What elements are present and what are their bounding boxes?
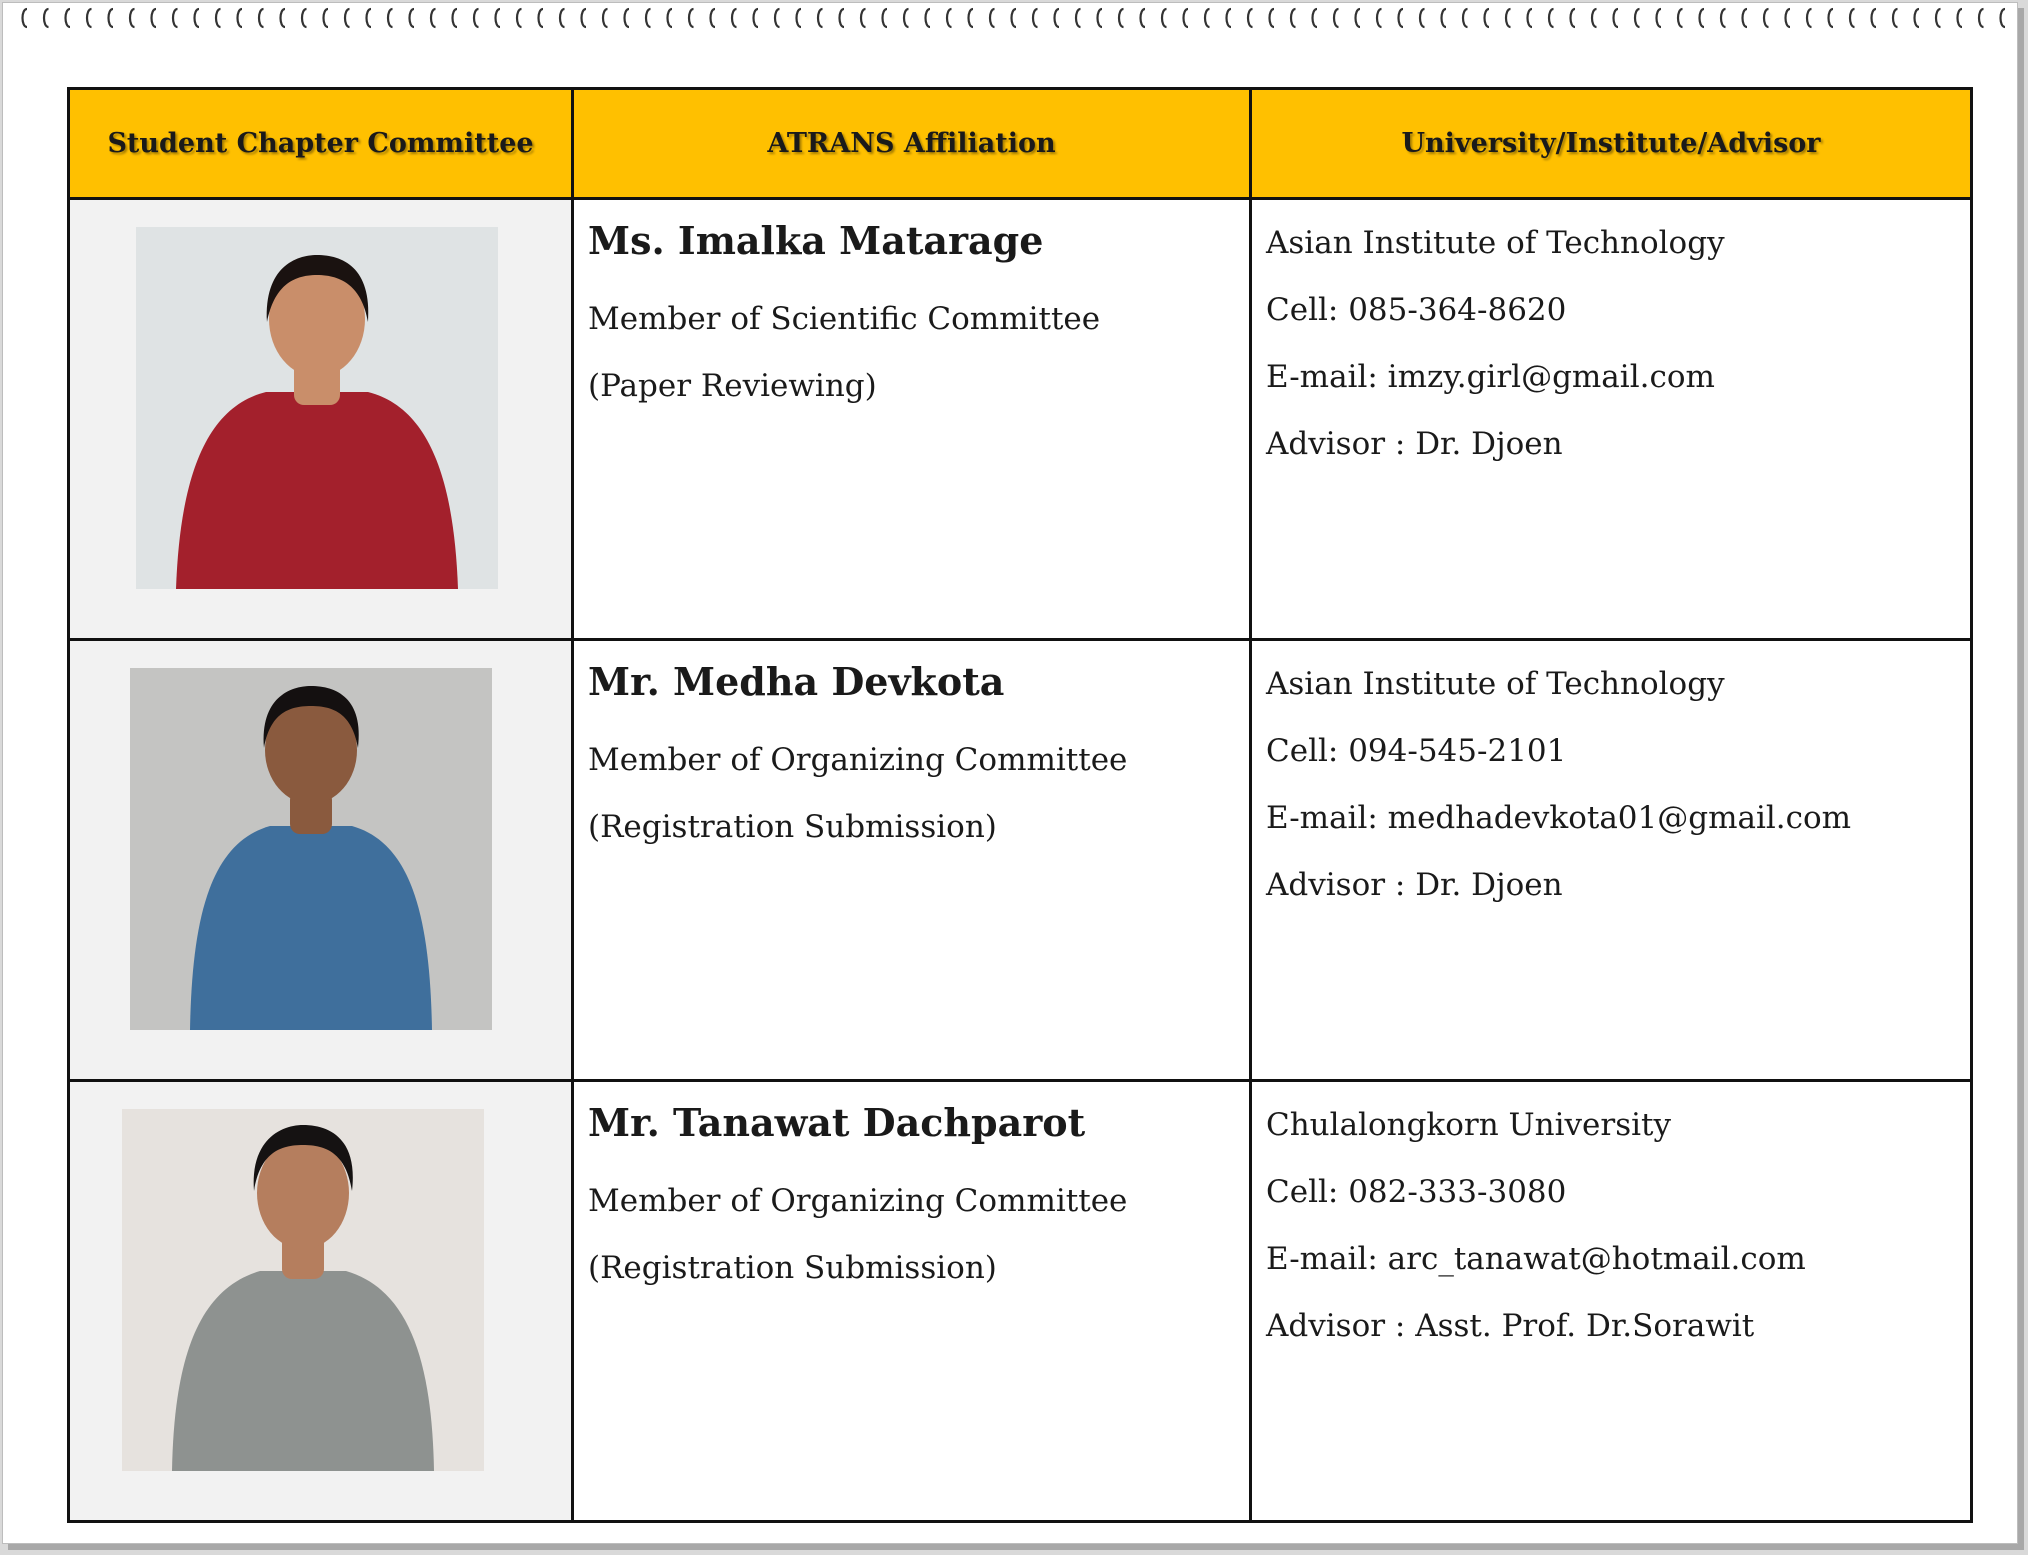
binding-ring <box>1743 9 1748 27</box>
member-institution: Asian Institute of Technology <box>1266 666 1725 702</box>
binding-ring <box>1141 9 1146 27</box>
university-cell <box>1251 1081 1972 1522</box>
binding-ring <box>689 9 694 27</box>
binding-ring <box>883 9 888 27</box>
binding-ring <box>302 9 307 27</box>
binding-ring <box>1420 9 1425 27</box>
binding-ring <box>1076 9 1081 27</box>
member-advisor: Advisor : Dr. Djoen <box>1266 426 1563 462</box>
member-email: E-mail: imzy.girl@gmail.com <box>1266 359 1715 395</box>
binding-ring <box>969 9 974 27</box>
binding-ring <box>560 9 565 27</box>
binding-ring <box>990 9 995 27</box>
binding-ring <box>1334 9 1339 27</box>
binding-ring <box>947 9 952 27</box>
binding-ring <box>109 9 114 27</box>
header-student-chapter-committee: Student Chapter Committee <box>69 89 573 199</box>
binding-ring <box>732 9 737 27</box>
binding-ring <box>1786 9 1791 27</box>
member-role: Member of Organizing Committee <box>588 742 1128 778</box>
binding-ring <box>1721 9 1726 27</box>
binding-ring <box>517 9 522 27</box>
spiral-binding <box>17 3 2007 33</box>
member-institution: Asian Institute of Technology <box>1266 225 1725 261</box>
binding-ring <box>797 9 802 27</box>
binding-ring <box>1033 9 1038 27</box>
affiliation-cell <box>573 199 1251 640</box>
binding-ring <box>861 9 866 27</box>
binding-ring <box>173 9 178 27</box>
binding-ring <box>1463 9 1468 27</box>
binding-ring <box>711 9 716 27</box>
binding-ring <box>625 9 630 27</box>
binding-ring <box>1915 9 1920 27</box>
binding-ring <box>2001 9 2006 27</box>
binding-ring <box>1356 9 1361 27</box>
binding-ring <box>1678 9 1683 27</box>
header-atrans-affiliation: ATRANS Affiliation <box>573 89 1251 199</box>
table-row <box>69 199 1972 640</box>
binding-ring <box>1700 9 1705 27</box>
binding-ring <box>1872 9 1877 27</box>
photo-cell <box>69 640 573 1081</box>
binding-ring <box>281 9 286 27</box>
binding-ring <box>754 9 759 27</box>
binding-ring <box>1614 9 1619 27</box>
binding-ring <box>668 9 673 27</box>
member-email: E-mail: medhadevkota01@gmail.com <box>1266 800 1852 836</box>
member-name: Mr. Medha Devkota <box>588 659 1005 704</box>
binding-ring <box>1248 9 1253 27</box>
binding-ring <box>431 9 436 27</box>
binding-ring <box>259 9 264 27</box>
binding-ring <box>1227 9 1232 27</box>
document-page <box>2 2 2018 1544</box>
binding-ring <box>453 9 458 27</box>
binding-ring <box>388 9 393 27</box>
binding-ring <box>1657 9 1662 27</box>
member-task: (Paper Reviewing) <box>588 368 877 404</box>
binding-ring <box>1571 9 1576 27</box>
member-advisor: Advisor : Dr. Djoen <box>1266 867 1563 903</box>
binding-ring <box>1528 9 1533 27</box>
binding-ring <box>1549 9 1554 27</box>
binding-ring <box>1270 9 1275 27</box>
binding-ring <box>496 9 501 27</box>
binding-ring <box>1936 9 1941 27</box>
member-task: (Registration Submission) <box>588 809 997 845</box>
binding-ring <box>1850 9 1855 27</box>
binding-ring <box>840 9 845 27</box>
binding-ring <box>1635 9 1640 27</box>
binding-ring <box>1184 9 1189 27</box>
binding-ring <box>646 9 651 27</box>
binding-ring <box>1399 9 1404 27</box>
member-email: E-mail: arc_tanawat@hotmail.com <box>1266 1241 1806 1277</box>
binding-ring <box>23 9 28 27</box>
university-cell <box>1251 640 1972 1081</box>
binding-ring <box>87 9 92 27</box>
binding-ring <box>1313 9 1318 27</box>
binding-ring <box>367 9 372 27</box>
binding-ring <box>582 9 587 27</box>
binding-ring <box>1442 9 1447 27</box>
binding-ring <box>216 9 221 27</box>
member-photo <box>122 1109 484 1471</box>
binding-ring <box>1012 9 1017 27</box>
binding-ring <box>324 9 329 27</box>
member-institution: Chulalongkorn University <box>1266 1107 1671 1143</box>
binding-ring <box>1958 9 1963 27</box>
binding-ring <box>1807 9 1812 27</box>
binding-ring <box>1592 9 1597 27</box>
binding-ring <box>410 9 415 27</box>
binding-ring <box>152 9 157 27</box>
affiliation-cell <box>573 640 1251 1081</box>
member-role: Member of Organizing Committee <box>588 1183 1128 1219</box>
binding-ring <box>66 9 71 27</box>
binding-ring <box>1162 9 1167 27</box>
binding-ring <box>1055 9 1060 27</box>
binding-ring <box>345 9 350 27</box>
binding-ring <box>775 9 780 27</box>
member-cell-phone: Cell: 094-545-2101 <box>1266 733 1567 769</box>
binding-ring <box>1205 9 1210 27</box>
binding-ring <box>130 9 135 27</box>
member-role: Member of Scientific Committee <box>588 301 1101 337</box>
member-name: Mr. Tanawat Dachparot <box>588 1100 1086 1145</box>
table-row <box>69 640 1972 1081</box>
member-cell-phone: Cell: 085-364-8620 <box>1266 292 1567 328</box>
binding-ring <box>1098 9 1103 27</box>
binding-ring <box>1291 9 1296 27</box>
binding-ring <box>1764 9 1769 27</box>
photo-cell <box>69 199 573 640</box>
table-header-row <box>69 89 1972 199</box>
binding-ring <box>539 9 544 27</box>
binding-ring <box>238 9 243 27</box>
binding-ring <box>1485 9 1490 27</box>
binding-ring <box>474 9 479 27</box>
binding-ring <box>818 9 823 27</box>
binding-ring <box>603 9 608 27</box>
binding-ring <box>195 9 200 27</box>
university-cell <box>1251 199 1972 640</box>
committee-table <box>67 87 1973 1523</box>
table-row <box>69 1081 1972 1522</box>
binding-ring <box>1979 9 1984 27</box>
binding-ring <box>1829 9 1834 27</box>
binding-ring <box>1893 9 1898 27</box>
binding-ring <box>1506 9 1511 27</box>
binding-ring <box>1377 9 1382 27</box>
binding-ring <box>904 9 909 27</box>
affiliation-cell <box>573 1081 1251 1522</box>
member-task: (Registration Submission) <box>588 1250 997 1286</box>
member-advisor: Advisor : Asst. Prof. Dr.Sorawit <box>1266 1308 1755 1344</box>
member-cell-phone: Cell: 082-333-3080 <box>1266 1174 1567 1210</box>
member-photo <box>136 227 498 589</box>
binding-ring <box>1119 9 1124 27</box>
binding-ring <box>44 9 49 27</box>
photo-cell <box>69 1081 573 1522</box>
binding-ring <box>926 9 931 27</box>
member-photo <box>130 668 492 1030</box>
member-name: Ms. Imalka Matarage <box>588 218 1044 263</box>
header-university-institute-advisor: University/Institute/Advisor <box>1251 89 1972 199</box>
